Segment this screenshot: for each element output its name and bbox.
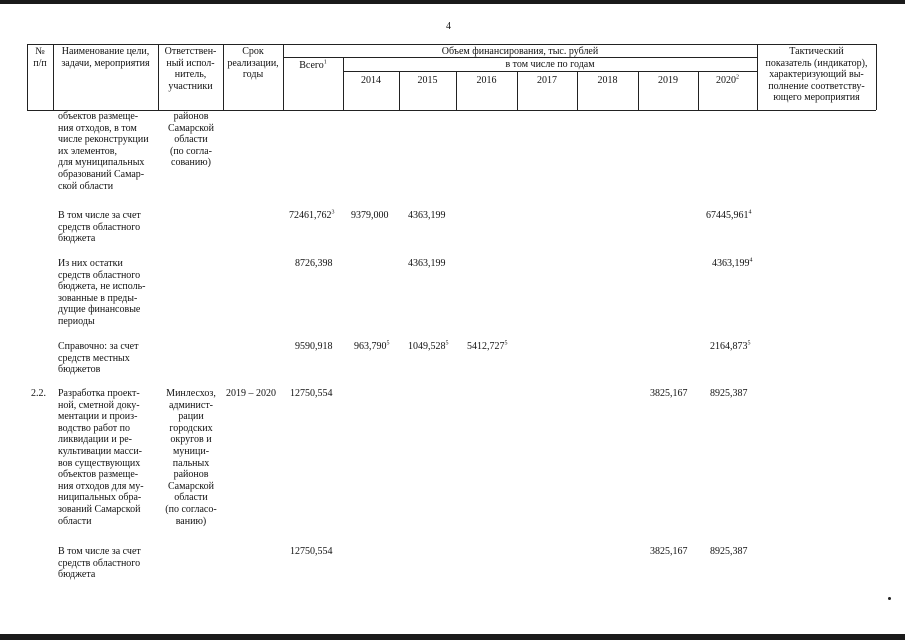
row-2-2020: 4363,199$^4$ [712,257,753,269]
header-col-financing: Объем финансирования, тыс. рублей [441,46,599,57]
scan-speck [888,597,891,600]
row-4-number: 2.2. [31,388,46,399]
row-1-2014: 9379,000 [351,210,389,221]
row-5-name: В том числе за счет средств областного бюджета [58,546,141,581]
row-2-2015: 4363,199 [408,258,446,269]
row-0-name: объектов размеще- ния отходов, в том числе реконструкции их элементов, для муниципальных образований Самар- ской области [58,111,149,192]
row-3-2016: 5412,727$^5$ [467,340,508,352]
scan-border-bottom [0,634,905,640]
header-col-term: Срок реализации, годы [227,46,279,80]
header-year-2019: 2019 [658,75,678,86]
row-1-total: 72461,762$^3$ [289,209,335,221]
row-4-term: 2019 – 2020 [226,388,276,399]
row-3-2014: 963,790$^5$ [354,340,390,352]
header-col-name: Наименование цели, задачи, мероприятия [61,46,150,69]
header-year-2020: 2020$^2$ [716,74,739,86]
header-col-total: Всего$^1$ [299,59,327,71]
page-number: 4 [446,21,451,32]
row-2-total: 8726,398 [295,258,333,269]
row-4-responsible: Минлесхоз, админист- рации городских округов и муници- пальных районов Самарской области (по согласо- ванию) [165,388,217,527]
row-4-2019: 3825,167 [650,388,688,399]
scan-border-top [0,0,905,4]
header-col-number: № п/п [33,46,47,69]
row-4-total: 12750,554 [290,388,333,399]
row-1-2020: 67445,961$^4$ [706,209,752,221]
row-1-name: В том числе за счет средств областного бюджета [58,210,141,245]
row-0-responsible: районов Самарской области (по согла- сованию) [168,111,214,169]
header-year-2014: 2014 [361,75,381,86]
row-5-2019: 3825,167 [650,546,688,557]
row-4-name: Разработка проект- ной, сметной доку- ментации и произ- водство работ по ликвидации и ре- культивации масси- вов существующих объектов размеще- ния отходов для му- ниципальных обра- зований Самарской области [58,388,144,527]
row-3-2020: 2164,873$^5$ [710,340,751,352]
header-year-2017: 2017 [537,75,557,86]
row-3-2015: 1049,528$^5$ [408,340,449,352]
row-5-total: 12750,554 [290,546,333,557]
row-5-2020: 8925,387 [710,546,748,557]
header-year-2015: 2015 [417,75,438,86]
header-col-responsible: Ответствен- ный испол- нитель, участники [164,46,217,92]
header-year-2018: 2018 [597,75,618,86]
row-2-name: Из них остатки средств областного бюджета, не исполь- зованные в преды- дущие финансовые периоды [58,258,146,327]
row-3-total: 9590,918 [295,341,333,352]
header-col-years-group: в том числе по годам [505,59,595,70]
row-4-2020: 8925,387 [710,388,748,399]
header-year-2016: 2016 [476,75,497,86]
row-1-2015: 4363,199 [408,210,446,221]
header-col-indicator: Тактический показатель (индикатор), характеризующий вы- полнение соответству- ющего мероприятия [765,46,868,103]
row-3-name: Справочно: за счет средств местных бюджетов [58,341,139,376]
